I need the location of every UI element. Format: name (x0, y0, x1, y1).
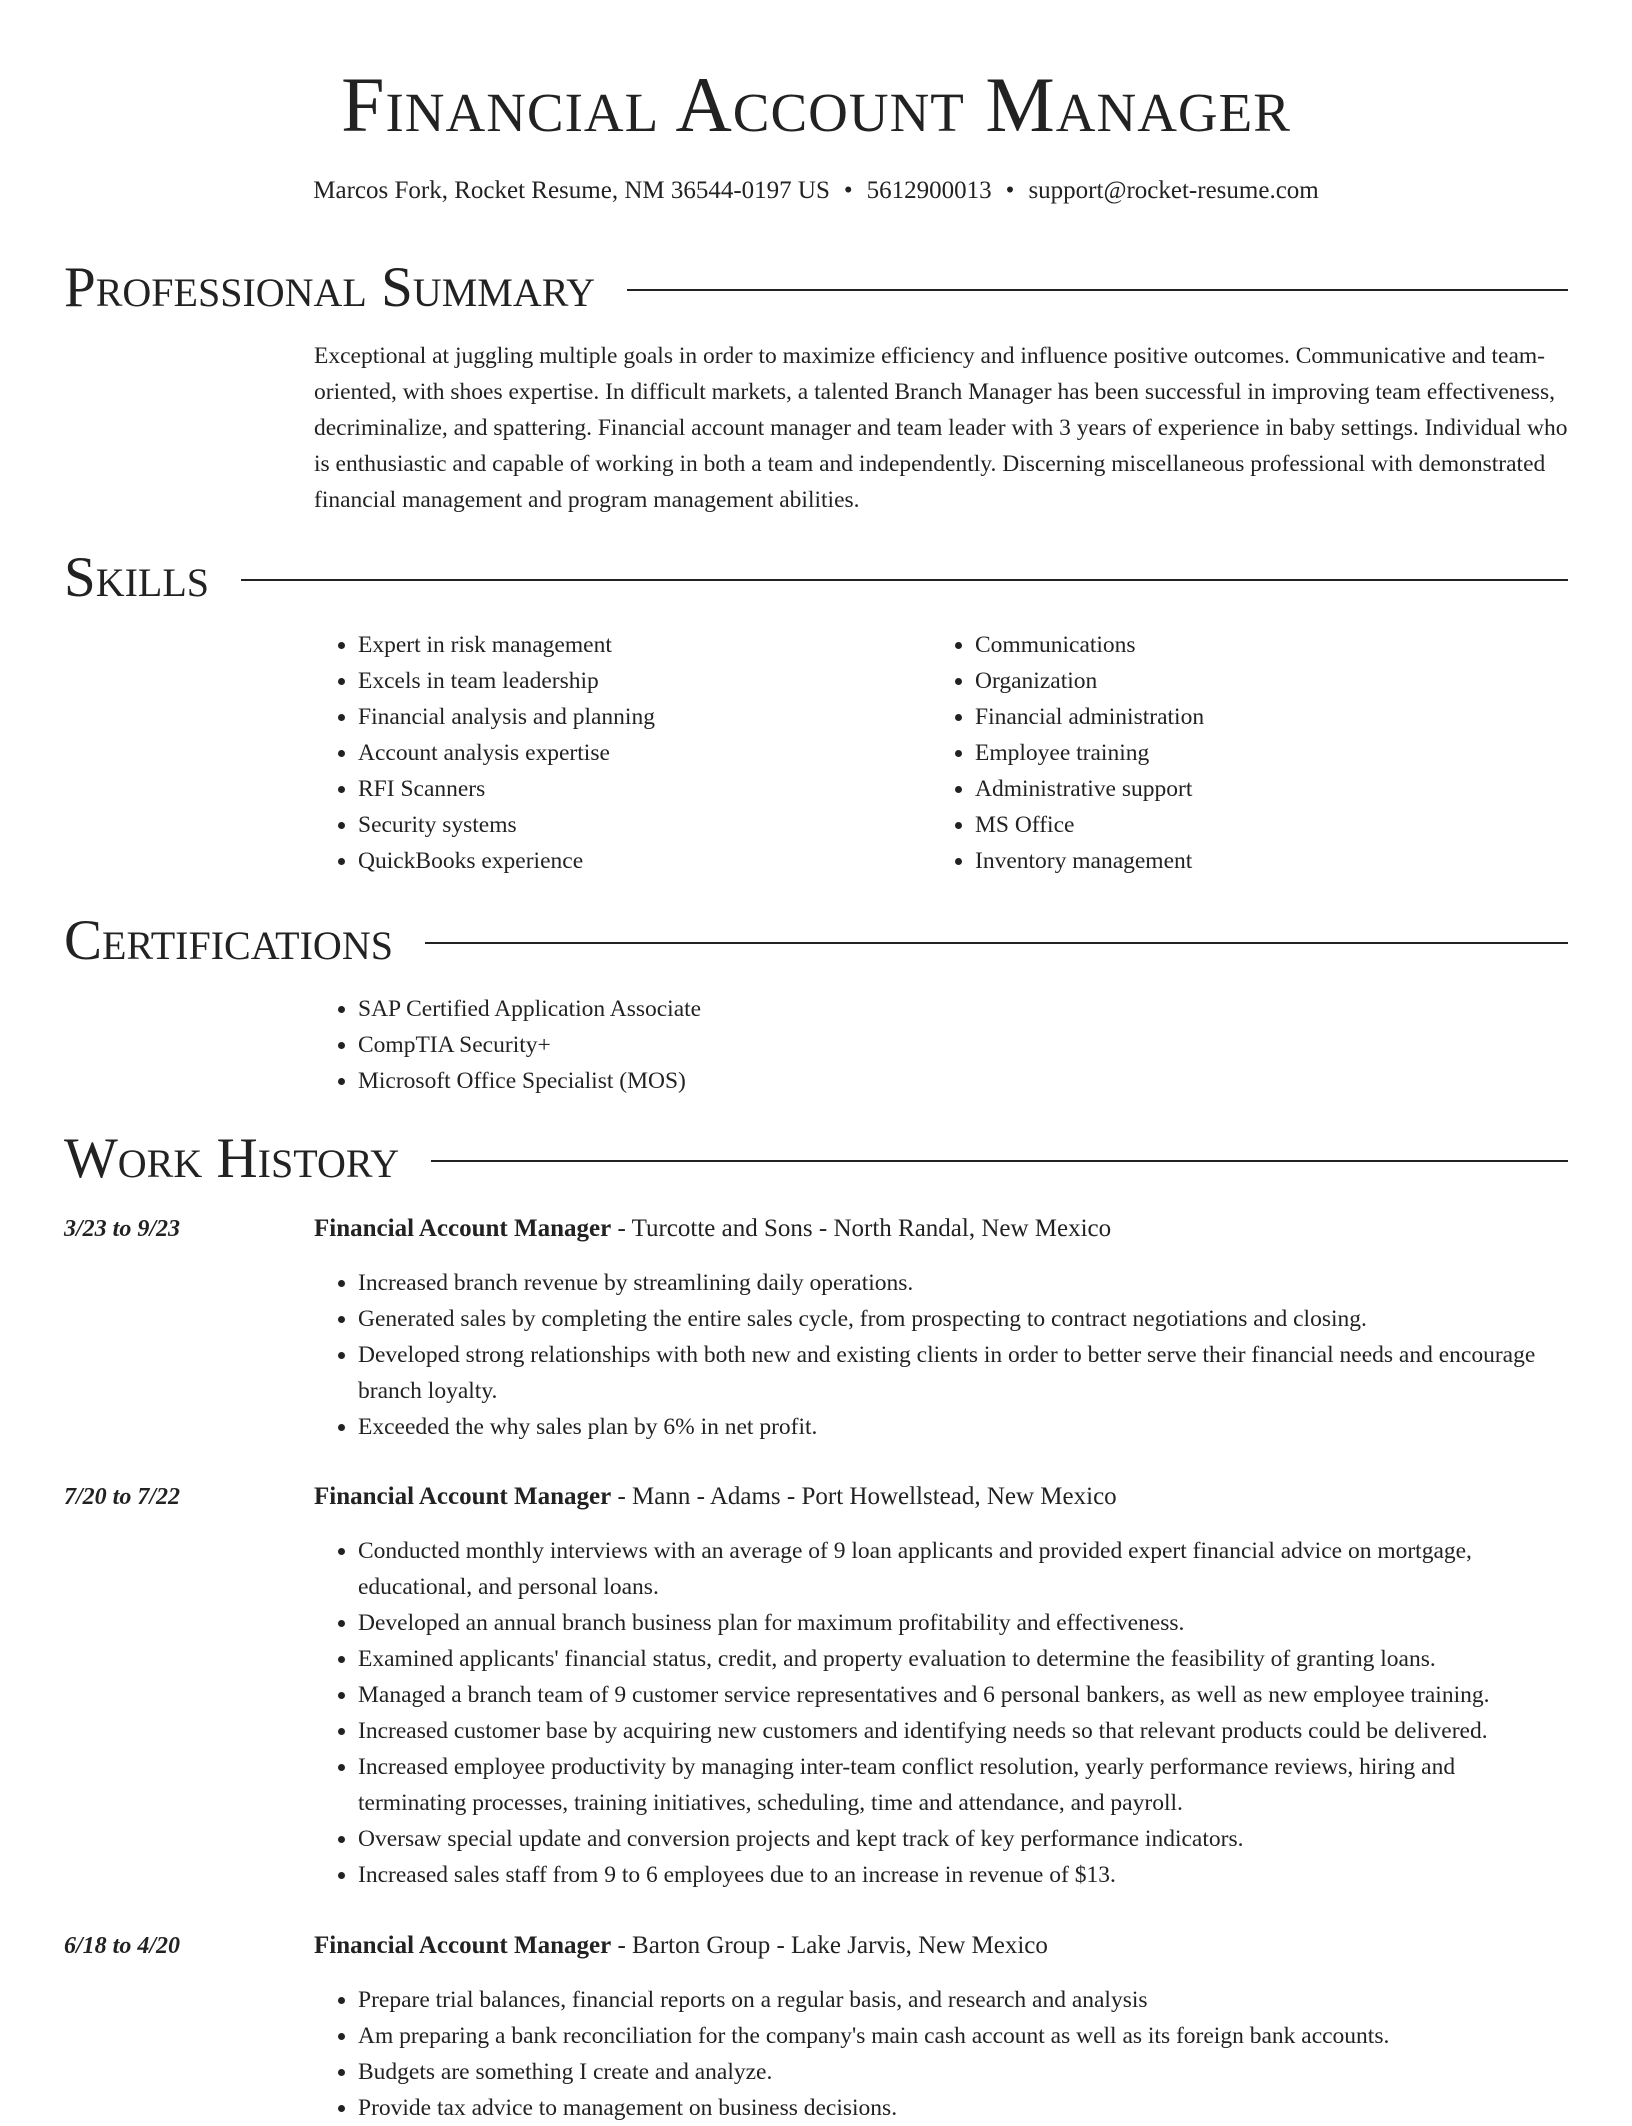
job-bullets (314, 1533, 1568, 1893)
section-divider (241, 579, 1568, 581)
resume-title: Financial Account Manager (341, 61, 1291, 148)
contact-separator: • (1005, 177, 1015, 204)
job-dates: 6/18 to 4/20 (64, 1933, 181, 1959)
summary-section-header (64, 256, 1568, 320)
contact-separator: • (843, 177, 853, 204)
job-bullet: • Examined applicants' financial status, credit, and property evaluation to determine the feasibility of granting loans. (358, 1641, 1568, 1677)
skill-item: • Expert in risk management (358, 627, 655, 663)
job-bullet: • Increased customer base by acquiring new customers and identifying needs so that relevant products could be delivered. (358, 1713, 1568, 1749)
skill-item: • Administrative support (975, 771, 1204, 807)
job-bullet: • Generated sales by completing the entire sales cycle, from prospecting to contract negotiations and closing. (358, 1301, 1568, 1337)
job-bullet: • Am preparing a bank reconciliation for the company's main cash account as well as its foreign bank accounts. (358, 2018, 1568, 2054)
section-divider (425, 942, 1568, 944)
section-divider (627, 289, 1568, 291)
skill-item: • QuickBooks experience (358, 843, 655, 879)
summary-text: Exceptional at juggling multiple goals in order to maximize efficiency and influence positive outcomes. Communicative and team-oriented, with shoes expertise. In difficult markets, a talented Branch Manager has been successful in improving team effectiveness, decriminalize, and spattering. Financial account manager and team leader with 3 years of experience in baby settings. Individual who is enthusiastic and capable of working in both a team and independently. Discerning miscellaneous professional with demonstrated financial management and program management abilities. (314, 343, 1568, 513)
job-dates: 7/20 to 7/22 (64, 1484, 181, 1510)
job-bullet: • Developed an annual branch business plan for maximum profitability and effectiveness. (358, 1605, 1568, 1641)
job-bullets (314, 1265, 1568, 1445)
skills-list-left (314, 627, 655, 879)
job-bullet: • Increased sales staff from 9 to 6 employees due to an increase in revenue of $13. (358, 1857, 1568, 1893)
section-divider (431, 1160, 1568, 1162)
job-company-location: - Mann - Adams - Port Howellstead, New Mexico (611, 1483, 1117, 1510)
job-bullet: • Developed strong relationships with both new and existing clients in order to better serve their financial needs and encourage branch loyalty. (358, 1337, 1568, 1409)
skill-item: • Account analysis expertise (358, 735, 655, 771)
skill-item: • RFI Scanners (358, 771, 655, 807)
job-bullet: • Conducted monthly interviews with an average of 9 loan applicants and provided expert financial advice on mortgage, educational, and personal loans. (358, 1533, 1568, 1605)
job-heading (314, 1211, 1111, 1247)
job-company-location: - Barton Group - Lake Jarvis, New Mexico (611, 1932, 1048, 1959)
skill-item: • Inventory management (975, 843, 1204, 879)
skills-list-right (931, 627, 1204, 879)
skill-item: • Security systems (358, 807, 655, 843)
job-bullet: • Increased employee productivity by managing inter-team conflict resolution, yearly performance reviews, hiring and terminating processes, training initiatives, scheduling, time and attendance, and payroll. (358, 1749, 1568, 1821)
job-bullet: • Prepare trial balances, financial reports on a regular basis, and research and analysis (358, 1982, 1568, 2018)
work-history-heading: Work History (64, 1127, 400, 1190)
job-title: Financial Account Manager (314, 1932, 612, 1959)
summary-heading: Professional Summary (64, 256, 596, 319)
job-bullet: • Managed a branch team of 9 customer service representatives and 6 personal bankers, as well as new employee training. (358, 1677, 1568, 1713)
job-heading (314, 1928, 1048, 1964)
skills-section-header (64, 546, 1568, 610)
job-bullets (314, 1982, 1568, 2126)
job-bullet: • Budgets are something I create and analyze. (358, 2054, 1568, 2090)
job-bullet: • Exceeded the why sales plan by 6% in net profit. (358, 1409, 1568, 1445)
contact-phone: 5612900013 (866, 177, 992, 204)
contact-line (0, 174, 1632, 208)
job-title: Financial Account Manager (314, 1483, 612, 1510)
skill-item: • Communications (975, 627, 1204, 663)
skill-item: • Organization (975, 663, 1204, 699)
certification-item: • Microsoft Office Specialist (MOS) (358, 1063, 701, 1099)
job-title: Financial Account Manager (314, 1215, 612, 1242)
job-bullet: • Oversaw special update and conversion projects and kept track of key performance indicators. (358, 1821, 1568, 1857)
certifications-section-header (64, 909, 1568, 973)
job-bullet: • Increased branch revenue by streamlining daily operations. (358, 1265, 1568, 1301)
skills-heading: Skills (64, 546, 210, 609)
skill-item: • Excels in team leadership (358, 663, 655, 699)
contact-address: Marcos Fork, Rocket Resume, NM 36544-0197 US (313, 177, 830, 204)
certification-item: • SAP Certified Application Associate (358, 991, 701, 1027)
job-dates: 3/23 to 9/23 (64, 1216, 181, 1242)
skill-item: • Financial analysis and planning (358, 699, 655, 735)
certifications-heading: Certifications (64, 909, 393, 972)
certification-item: • CompTIA Security+ (358, 1027, 701, 1063)
job-company-location: - Turcotte and Sons - North Randal, New Mexico (611, 1215, 1112, 1242)
skill-item: • Employee training (975, 735, 1204, 771)
work-history-section-header (64, 1127, 1568, 1191)
job-bullet: • Provide tax advice to management on business decisions. (358, 2090, 1568, 2126)
skill-item: • MS Office (975, 807, 1204, 843)
job-heading (314, 1479, 1117, 1515)
skill-item: • Financial administration (975, 699, 1204, 735)
contact-email: support@rocket-resume.com (1028, 177, 1319, 204)
certifications-list (314, 991, 701, 1099)
